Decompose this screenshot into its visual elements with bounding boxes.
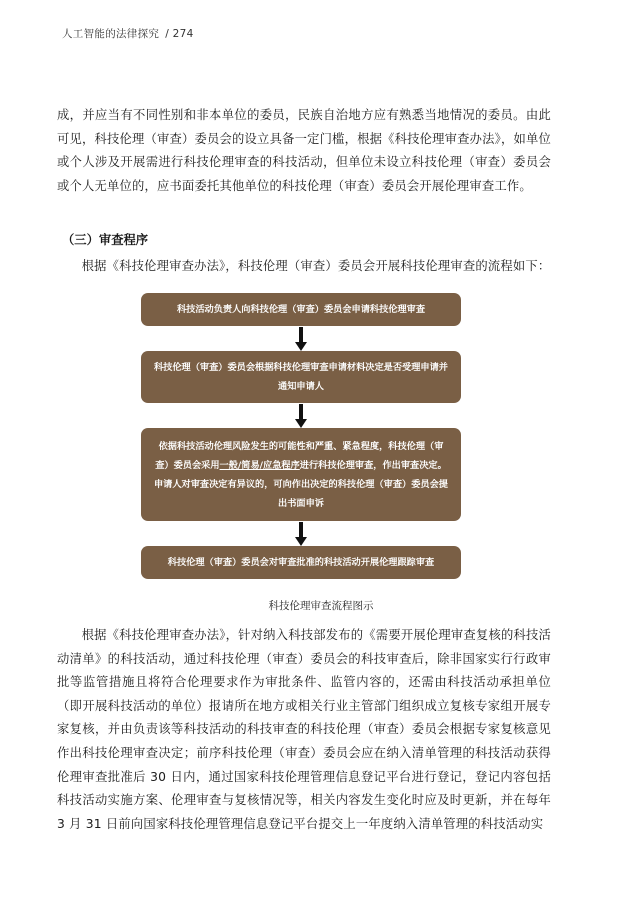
section-heading: （三）审查程序	[62, 233, 149, 247]
figure-caption: 科技伦理审查流程图示	[268, 600, 374, 612]
flowchart-step-3-text-part-2: 进行科技伦理审查，作出审查决定。申请人对审查决定有异议的，可向作出决定的科技伦理（审查）委员会提出书面申诉	[154, 459, 448, 509]
flowchart-step-3-text	[153, 437, 449, 513]
body-paragraph-2: 根据《科技伦理审查办法》，科技伦理（审查）委员会开展科技伦理审查的流程如下：	[81, 259, 551, 273]
flowchart-step-1	[141, 293, 461, 326]
flowchart-step-4	[141, 546, 461, 579]
body-paragraph-3: 根据《科技伦理审查办法》，针对纳入科技部发布的《需要开展伦理审查复核的科技活动清单》的科技活动，通过科技伦理（审查）委员会的科技审查后，除非国家实行行政审批等监管措施且将符合伦理要求作为审批条件、监管内容的，还需由科技活动承担单位（即开展科技活动的单位）报请所在地方或相关行业主管部门组织成立复核专家组开展专家复核，并由负责该等科技活动的科技审查的科技伦理（审查）委员会根据专家复核意见作出科技伦理审查决定；前序科技伦理（审查）委员会应在纳入清单管理的科技活动获得伦理审查批准后 30 日内，通过国家科技伦理管理信息登记平台进行登记，登记内容包括科技活动实施方案、伦理审查与复核情况等，相关内容发生变化时应及时更新，并在每年 3 月 31 日前向国家科技伦理管理信息登记平台提交上一年度纳入清单管理的科技活动实	[57, 628, 551, 831]
flow-arrow-down-icon	[294, 404, 308, 428]
book-title: 人工智能的法律探究	[62, 28, 160, 40]
flowchart-step-3	[141, 428, 461, 521]
body-paragraph-1: 成，并应当有不同性别和非本单位的委员，民族自治地方应有熟悉当地情况的委员。由此可见，科技伦理（审查）委员会的设立具备一定门槛，根据《科技伦理审查办法》，如单位或个人涉及开展需进行科技伦理审查的科技活动，但单位未设立科技伦理（审查）委员会或个人无单位的，应书面委托其他单位的科技伦理（审查）委员会开展伦理审查工作。	[57, 108, 551, 193]
flowchart-step-4-text: 科技伦理（审查）委员会对审查批准的科技活动开展伦理跟踪审查	[167, 557, 435, 568]
flowchart-step-2-text: 科技伦理（审查）委员会根据科技伦理审查申请材料决定是否受理申请并通知申请人	[154, 362, 448, 392]
flowchart-step-3-procedure-options: 一般/简易/应急程序	[219, 459, 300, 471]
flowchart-step-3-text-part-1: 依据科技活动伦理风险发生的可能性和严重、紧急程度，科技伦理（审查）委员会采用	[155, 440, 444, 471]
flow-arrow-down-icon	[294, 327, 308, 351]
flowchart-step-2	[141, 351, 461, 403]
running-header	[62, 26, 194, 41]
flowchart-step-1-text: 科技活动负责人向科技伦理（审查）委员会申请科技伦理审查	[176, 304, 426, 315]
page-number: / 274	[165, 28, 194, 40]
flow-arrow-down-icon	[294, 522, 308, 546]
